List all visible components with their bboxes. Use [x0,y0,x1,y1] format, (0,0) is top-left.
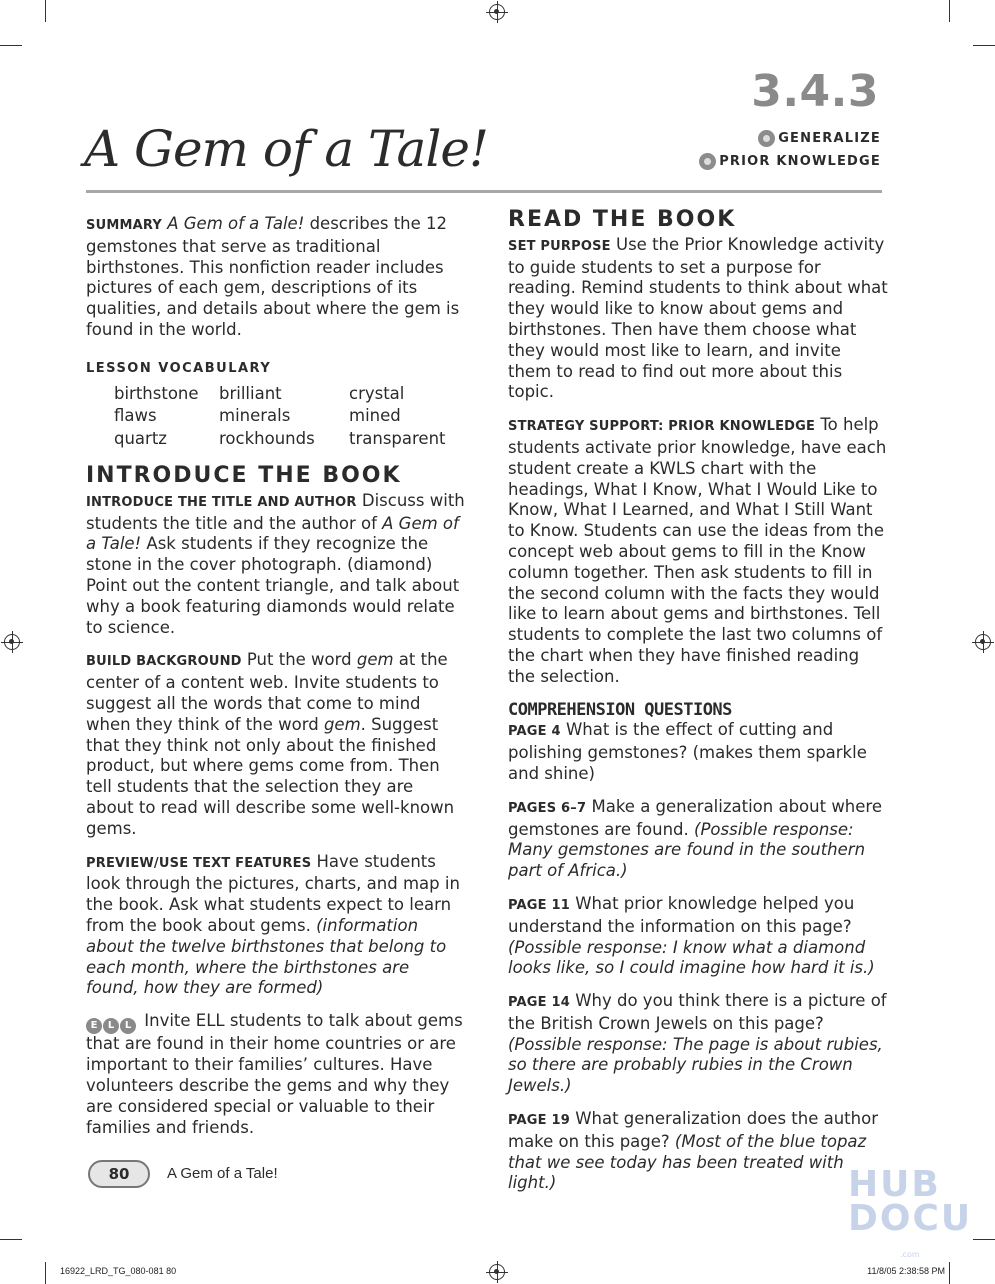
purpose-text: Use the Prior Knowledge activity to guide students to set a purpose for reading. Remind students to think about what they would like to know about gems and birthstones. Then have them choose what they would most like to learn, and invite them to read to find out more about this topic. [508,234,888,402]
purpose-lead: SET PURPOSE [508,238,611,254]
vocab-word: rockhounds [219,429,315,449]
registration-mark-icon [489,1264,505,1280]
target-icon [758,130,775,147]
crop-mark [45,1262,46,1284]
crop-mark [973,45,995,46]
question-paragraph [508,1109,888,1194]
question-paragraph [508,991,888,1097]
vocab-word: crystal [349,383,405,403]
question-text: What prior knowledge helped you understand the information on this page? [508,893,855,936]
crop-mark [973,1239,995,1240]
preview-lead: PREVIEW/USE TEXT FEATURES [86,855,312,871]
header-divider [86,190,882,193]
question-lead: PAGES 6–7 [508,800,587,816]
build-text: at the center of a content web. Invite students to suggest all the words that come to mind when they think of the word [86,650,448,734]
introduce-heading: INTRODUCE THE BOOK [86,462,402,488]
crop-mark [0,1239,22,1240]
watermark-logo [848,1164,973,1259]
build-text: . Suggest that they think not only about the finished product, but where gems come from. Then tell students that the selection they are about to read will describe some well-known gems. [86,714,455,838]
summary-lead: SUMMARY [86,218,162,233]
preview-answer: (information about the twelve birthstones that belong to each month, where the birthstones are found, how they are formed) [86,915,447,998]
registration-mark-icon [489,4,505,20]
set-purpose-paragraph [508,235,888,403]
summary-paragraph [86,214,466,341]
crop-mark [0,45,22,46]
vocab-word: minerals [219,406,291,426]
vocab-word: flaws [114,406,157,426]
crop-mark [949,0,950,22]
build-word: gem [356,650,394,670]
strategy-lead: STRATEGY SUPPORT: PRIOR KNOWLEDGE [508,419,816,435]
vocab-word: mined [349,406,401,426]
strategy-text: To help students activate prior knowledge, have each student create a KWLS chart with the headings, What I Know, What I Would Like to Know, What I Learned, and What I Still Want to Know. Students can use the ideas from the concept web about gems to fill in the Know column together. Then ask students to fill in the second column with the facts they would like to learn about gems and birthstones. Tell students to complete the last two columns of the chart when they have finished reading the selection. [508,415,887,686]
ell-letter: E [86,1018,102,1034]
build-word: gem [323,714,361,734]
question-lead: PAGE 14 [508,995,570,1011]
question-text: Why do you think there is a picture of the British Crown Jewels on this page? [508,991,887,1033]
strategy-paragraph [508,415,888,687]
target-icon [699,153,716,170]
left-column [86,210,466,1150]
question-lead: PAGE 4 [508,724,561,740]
registration-mark-icon [4,634,20,650]
build-text: Put the word [241,650,357,670]
question-text: What is the effect of cutting and polishing gemstones? (makes them sparkle and shine) [508,720,867,783]
page-title: A Gem of a Tale! [84,120,488,178]
lesson-number: 3.4.3 [751,66,879,117]
skill-tag-label: GENERALIZE [778,131,881,146]
question-answer: (Possible response: The page is about rubies, so there are probably rubies in the Crown Jewels.) [508,1034,883,1096]
intro-lead: INTRODUCE THE TITLE AND AUTHOR [86,494,357,510]
question-lead: PAGE 19 [508,1113,570,1129]
question-text: What generalization does the author make on this page? [508,1109,878,1151]
summary-text: describes the 12 gemstones that serve as traditional birthstones. This nonfiction reader includes pictures of each gem, descriptions of its qualities, and details about where the gem is found in the world. [86,214,460,339]
ell-letter: L [120,1018,136,1034]
page-number-badge: 80 [88,1160,150,1188]
intro-text: Discuss with students the title and the author of [86,490,465,533]
vocab-word: birthstone [114,383,199,403]
vocab-word: transparent [349,429,446,449]
intro-paragraph [86,491,466,639]
skill-tag [758,130,881,147]
read-heading: READ THE BOOK [508,207,737,232]
preview-paragraph [86,852,466,1000]
registration-mark-icon [975,634,991,650]
watermark-suffix: .com [900,1250,920,1259]
question-answer: (Most of the blue topaz that we see today has been treated with light.) [508,1131,867,1193]
vocab-word: brilliant [219,383,282,403]
build-lead: BUILD BACKGROUND [86,654,242,670]
ell-paragraph [86,1011,466,1138]
question-lead: PAGE 11 [508,897,570,913]
right-column [508,207,888,1206]
vocabulary-heading: LESSON VOCABULARY [86,360,272,376]
ell-letter: L [103,1018,119,1034]
summary-book-title: A Gem of a Tale! [167,214,305,233]
footer-book-title: A Gem of a Tale! [167,1165,278,1182]
question-answer: (Possible response: Many gemstones are found in the southern part of Africa.) [508,819,866,881]
question-paragraph [508,720,888,784]
crop-mark [45,0,46,22]
vocab-word: quartz [114,429,167,449]
crop-mark [949,1262,950,1284]
question-answer: (Possible response: I know what a diamond looks like, so I could imagine how hard it is.) [508,937,875,978]
intro-text: Ask students if they recognize the stone in the cover photograph. (diamond) Point out the content triangle, and talk about why a book featuring diamonds would relate to science. [86,534,460,637]
strategy-tag-label: PRIOR KNOWLEDGE [719,154,881,169]
ell-icon [86,1018,136,1034]
question-paragraph [508,797,888,882]
ell-text: Invite ELL students to talk about gems that are found in their home countries or are important to their families’ cultures. Have volunteers describe the gems and why they are considered special or valuable to their families and friends. [86,1011,463,1137]
vocabulary-list [114,384,466,450]
intro-book-title: A Gem of a Tale! [86,513,459,554]
question-text: Make a generalization about where gemstones are found. [508,796,882,839]
build-background-paragraph [86,650,466,839]
comprehension-heading: COMPREHENSION QUESTIONS [508,699,732,720]
preview-text: Have students look through the pictures, charts, and map in the book. Ask what students expect to learn from the book about gems. [86,851,460,935]
print-slug-right: 11/8/05 2:38:58 PM [867,1266,945,1276]
question-paragraph [508,894,888,979]
watermark-line: DOCU [848,1198,973,1239]
watermark-line: HUB [848,1164,941,1205]
strategy-tag [699,153,881,170]
print-slug-left: 16922_LRD_TG_080-081 80 [60,1266,177,1276]
